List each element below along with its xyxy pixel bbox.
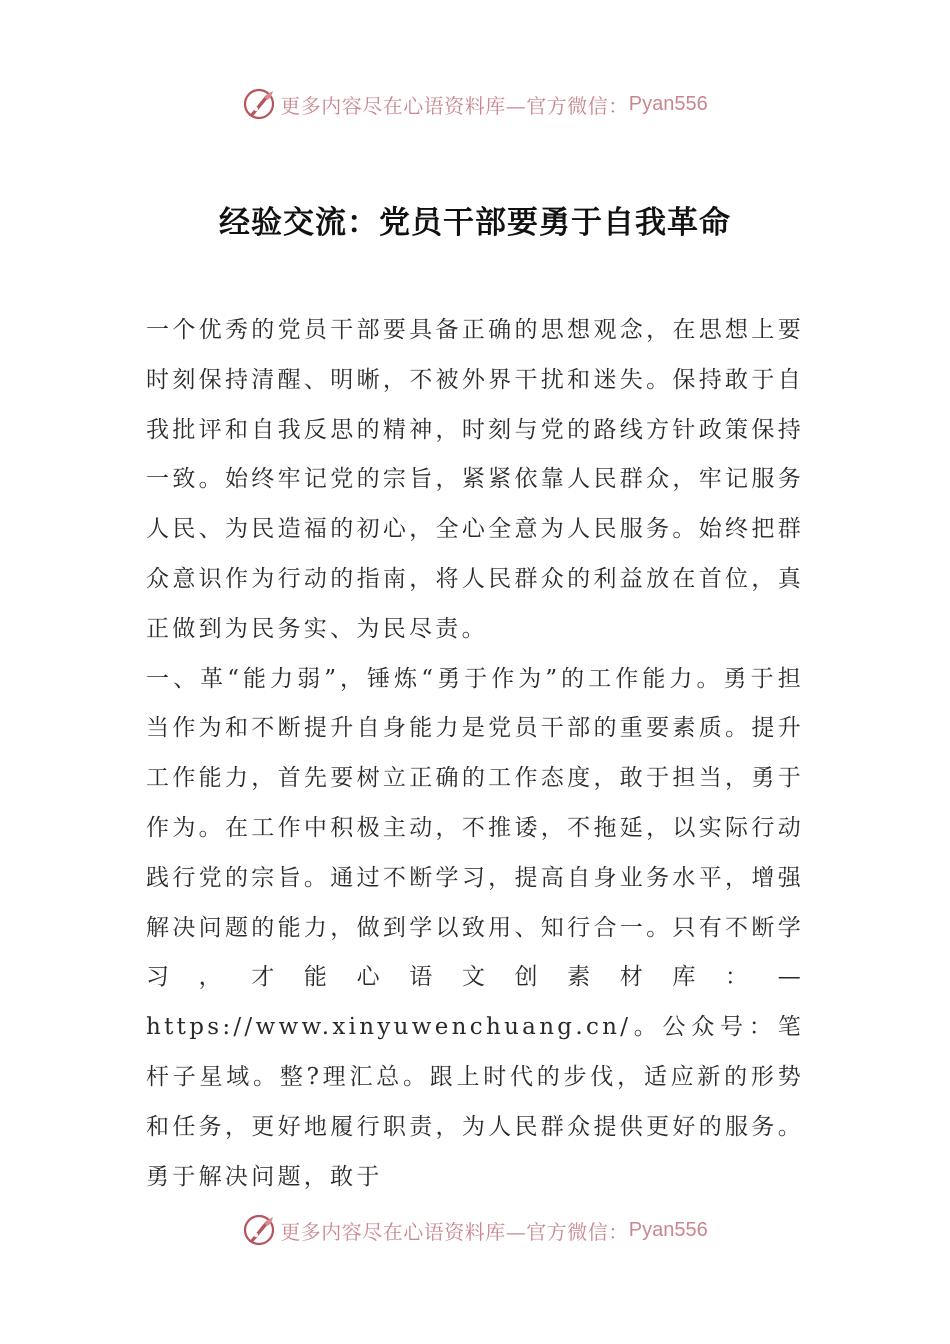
watermark-text: 更多内容尽在心语资料库—官方微信：	[280, 1219, 629, 1244]
quill-logo-icon	[242, 1213, 276, 1247]
wechat-id: Pyan556	[628, 92, 708, 115]
wechat-id: Pyan556	[628, 1218, 708, 1241]
footer-watermark-banner	[0, 1208, 950, 1252]
paragraph-intro: 一个优秀的党员干部要具备正确的思想观念，在思想上要时刻保持清醒、明晰，不被外界干扰和迷失。保持敢于自我批评和自我反思的精神，时刻与党的路线方针政策保持一致。始终牢记党的宗旨，紧紧依靠人民群众，牢记服务人民、为民造福的初心，全心全意为人民服务。始终把群众意识作为行动的指南，将人民群众的利益放在首位，真正做到为民务实、为民尽责。	[146, 317, 804, 642]
watermark-text: 更多内容尽在心语资料库—官方微信：	[280, 93, 629, 118]
document-body	[146, 306, 804, 1202]
paragraph-section-one: 一、革“能力弱”，锤炼“勇于作为”的工作能力。勇于担当作为和不断提升自身能力是党员干部的重要素质。提升工作能力，首先要树立正确的工作态度，敢于担当，勇于作为。在工作中积极主动，不推诿，不拖延，以实际行动践行党的宗旨。通过不断学习，提高自身业务水平，增强解决问题的能力，做到学以致用、知行合一。只有不断学习，才能心语文创素材库：—https://www.xinyuwenchuang.cn/。公众号：笔杆子星域。整?理汇总。跟上时代的步伐，适应新的形势和任务，更好地履行职责，为人民群众提供更好的服务。勇于解决问题，敢于	[146, 665, 804, 1190]
document-title: 经验交流：党员干部要勇于自我革命	[219, 204, 731, 241]
header-watermark-banner	[0, 82, 950, 126]
quill-logo-icon	[242, 87, 276, 121]
